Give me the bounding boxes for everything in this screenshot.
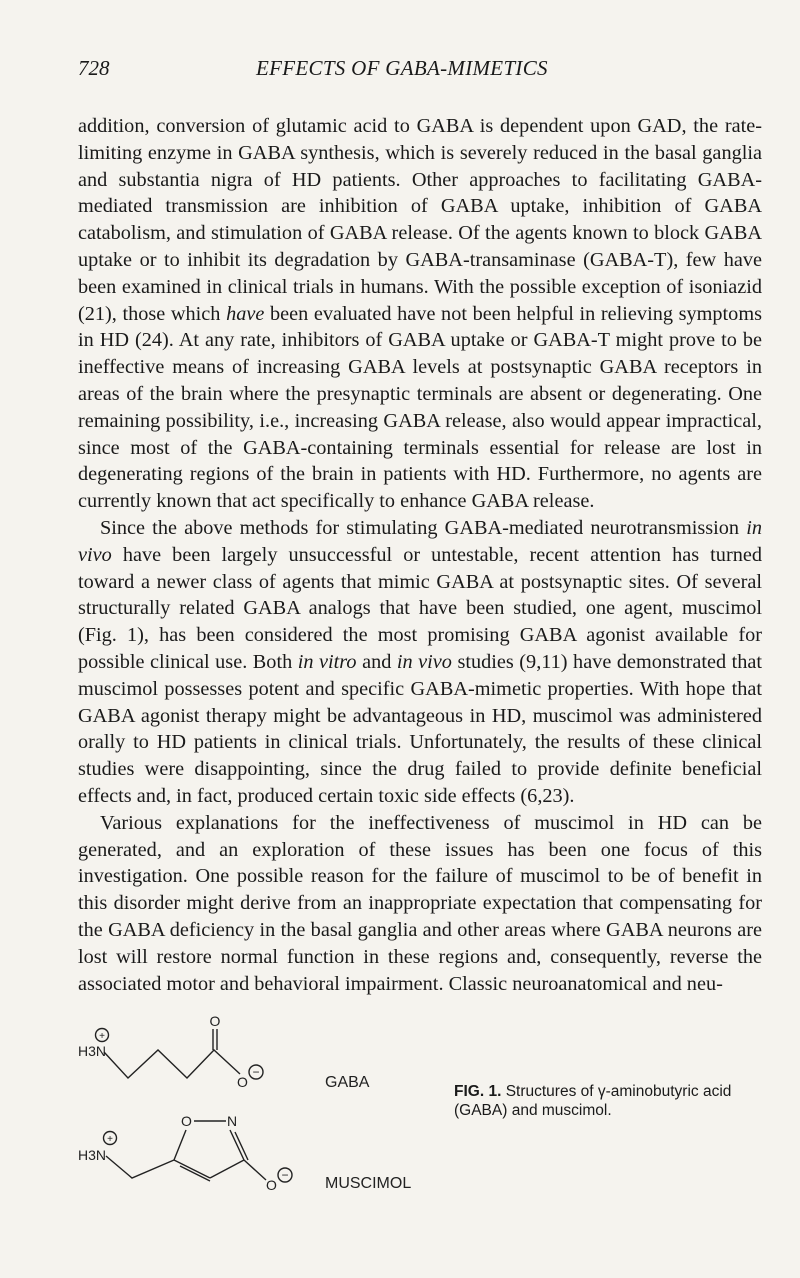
running-head: EFFECTS OF GABA-MIMETICS [256,56,548,80]
ring-bond-o-c [174,1130,186,1160]
muscimol-structure [78,1113,411,1193]
gaba-plus-sign: + [99,1031,105,1042]
body-text [78,113,762,997]
paragraph-2-b: have been largely unsuccessful or untestable, recent attention has turned toward a newer class of agents that mimic GABA at postsynaptic sites. Of several structurally related GABA analogs that have been studied, one agent, muscimol (Fig. 1), has been considered the most promising GABA agonist available for possible clinical use. Both [78,543,762,673]
ring-bond-n-c [230,1130,244,1160]
ring-bond-c-c3 [210,1160,244,1178]
paragraph-1-end: been evaluated have not been helpful in relieving symptoms in HD (24). At any rate, inhibitors of GABA uptake or GABA-T might prove to be ineffective means of increasing GABA levels at postsynaptic GABA receptors in areas of the brain where the presynaptic terminals are absent or degenerating. One remaining possibility, i.e., increasing GABA release, also would appear impractical, since most of the GABA-containing terminals essential for release are lost in degenerating regions of the brain in patients with HD. Furthermore, no agents are currently known that act specifically to enhance GABA release. [78,302,762,513]
gaba-label: GABA [325,1074,370,1091]
paragraph-1 [78,113,762,515]
caption-text: Structures of γ-aminobutyric acid (GABA) and muscimol. [454,1083,732,1119]
figure-structures [70,1010,430,1205]
caption-label: FIG. 1. [454,1083,502,1100]
page-number: 728 [78,56,110,80]
paragraph-2-em-3: in vivo [396,650,452,673]
gaba-carbonyl-oxygen: O [209,1013,221,1029]
gaba-structure [78,1013,370,1091]
figure-caption [454,1082,774,1120]
muscimol-side-chain [106,1156,174,1178]
paragraph-3: Various explanations for the ineffectiveness of muscimol in HD can be generated, and an exploration of these issues has been one focus of this investigation. One possible reason for the failure of muscimol to be of benefit in this disorder might derive from an inappropriate expectation that compensating for the GABA deficiency in the basal ganglia and other areas where GABA neurons are lost will restore normal function in these regions and, consequently, reverse the associated motor and behavioral impairment. Classic neuroanatomical and neu- [78,811,762,995]
gaba-backbone [104,1050,240,1078]
ring-oxygen: O [181,1113,192,1129]
muscimol-c-o-bond [244,1160,266,1180]
paragraph-2 [78,515,762,810]
page-header [78,56,758,86]
muscimol-label: MUSCIMOL [325,1175,412,1192]
paragraph-2-c: and [362,650,392,673]
gaba-amine-label: H3N [78,1043,107,1059]
paragraph-2-em-1: in vivo [78,516,762,566]
ring-bond-c-c [174,1160,210,1178]
paragraph-2-d: studies (9,11) have demonstrated that muscimol possesses potent and specific GABA-mimetic properties. With hope that GABA agonist therapy might be advantageous in HD, muscimol was administered orally to HD patients in clinical trials. Unfortunately, the results of these clinical studies were disappointing, since the drug failed to provide definite beneficial effects and, in fact, produced certain toxic side effects (6,23). [78,650,763,807]
gaba-minus-sign: − [252,1065,260,1079]
ring-nitrogen: N [227,1113,238,1129]
paragraph-1-start: addition, conversion of glutamic acid to GABA is dependent upon GAD, the rate-limiting enzyme in GABA synthesis, which is severely reduced in the basal ganglia and substantia nigra of HD patients. Other approaches to facilitating GABA-mediated transmission are inhibition of GABA uptake, inhibition of GABA catabolism, and stimulation of GABA release. Of the agents known to block GABA uptake or to inhibit its degradation by GABA-transaminase (GABA-T), few have been examined in clinical trials in humans. With the possible exception of isoniazid (21), those which [78,115,762,325]
muscimol-plus-sign: + [107,1134,113,1145]
paragraph-2-a: Since the above methods for stimulating GABA-mediated neurotransmission [100,516,740,539]
gaba-carboxylate-oxygen: O [237,1074,248,1090]
paragraph-2-em-2: in vitro [297,650,357,673]
muscimol-oxygen: O [266,1177,277,1193]
muscimol-amine-label: H3N [78,1147,107,1163]
ring-bond-c-c-double [180,1166,210,1181]
muscimol-minus-sign: − [281,1168,289,1182]
paragraph-1-emphasis: have [226,302,265,325]
